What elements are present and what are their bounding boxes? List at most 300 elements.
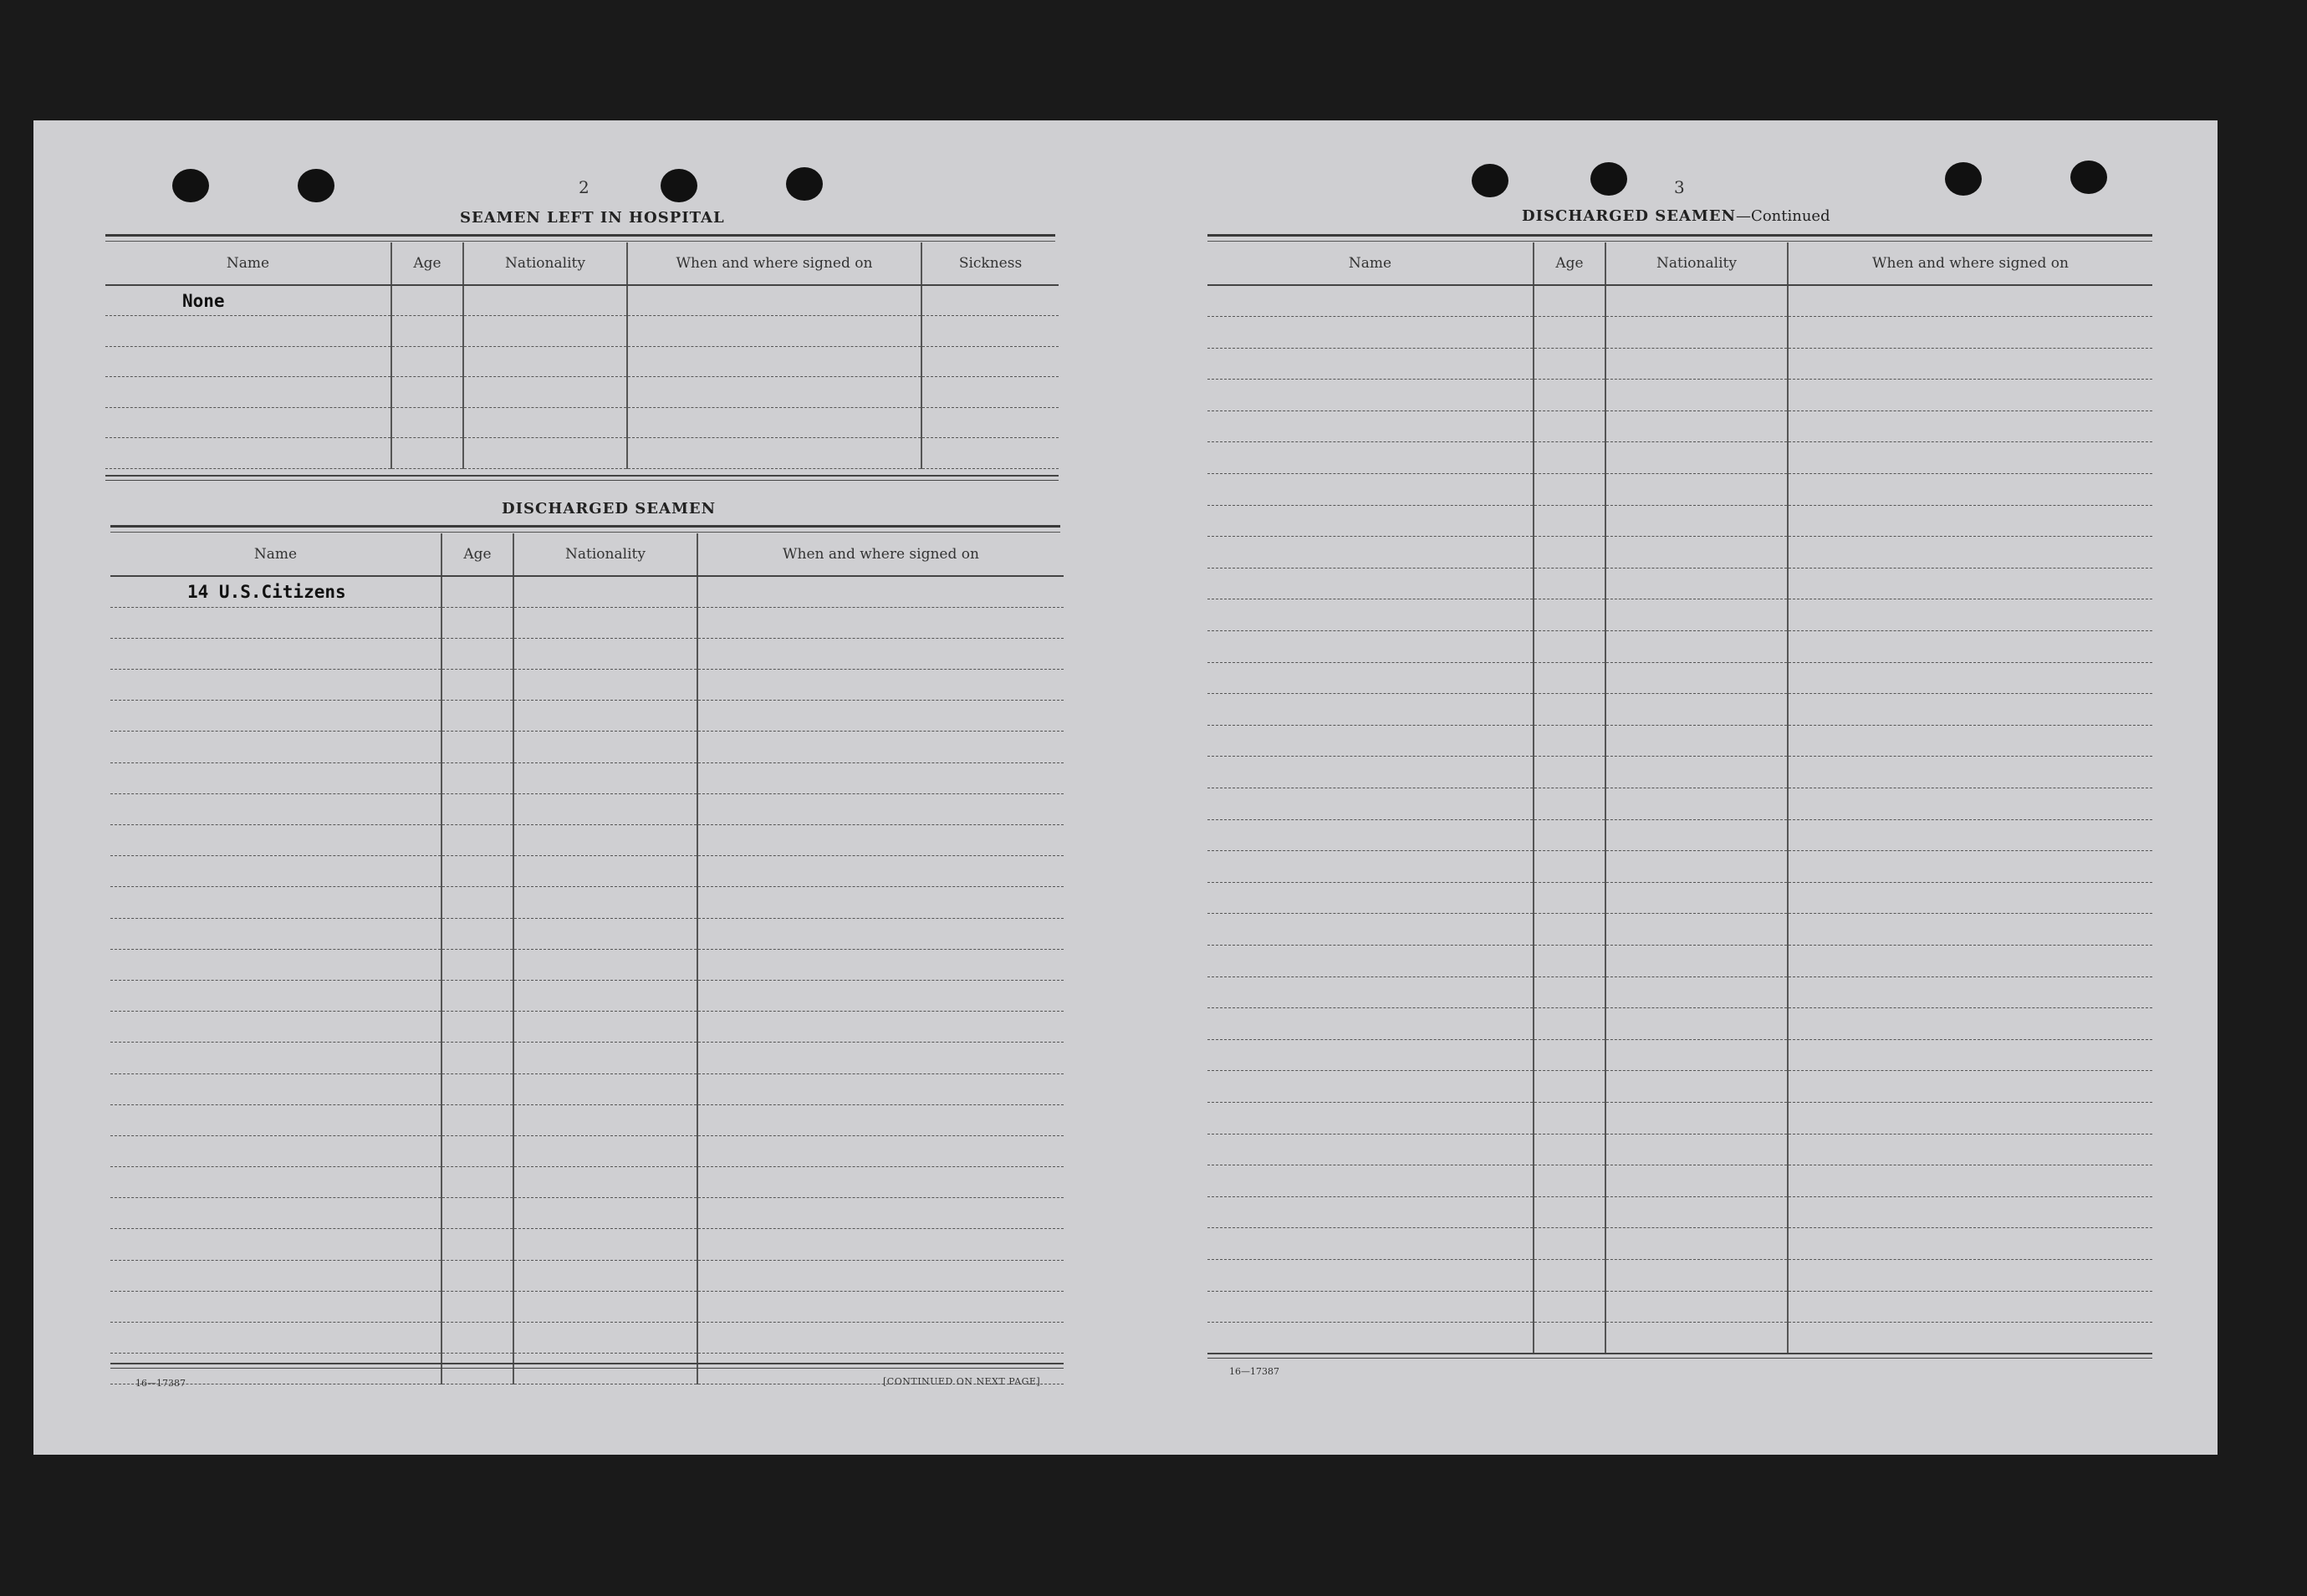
- table-row: [1207, 1259, 2152, 1291]
- table-cell: [513, 638, 697, 669]
- discharged-continued-title: [1522, 207, 1830, 225]
- table-cell: [1207, 1165, 1534, 1197]
- table-cell: [1605, 1039, 1788, 1071]
- table-cell: [1534, 914, 1605, 946]
- table-row: [1207, 285, 2152, 317]
- table-cell: [513, 980, 697, 1011]
- table-cell: [697, 1198, 1064, 1229]
- table-cell: [697, 638, 1064, 669]
- table-cell: [1788, 1008, 2152, 1040]
- hospital-header-row: [105, 242, 1059, 285]
- table-cell: [1605, 348, 1788, 380]
- table-row: [1207, 410, 2152, 442]
- table-cell: [1788, 348, 2152, 380]
- discharged-section-title: DISCHARGED SEAMEN: [502, 500, 717, 518]
- table-cell: [1788, 945, 2152, 976]
- table-cell: [1207, 662, 1534, 694]
- table-cell: [513, 732, 697, 762]
- table-cell: [1534, 348, 1605, 380]
- table-cell: [105, 377, 391, 408]
- table-cell: [1207, 442, 1534, 474]
- table-row: [1207, 442, 2152, 474]
- table-cell: [110, 793, 441, 824]
- table-cell: [1207, 1323, 1534, 1354]
- table-cell: [110, 825, 441, 856]
- table-row: [110, 918, 1064, 949]
- table-cell: [1788, 1196, 2152, 1228]
- table-cell: [697, 856, 1064, 887]
- table-row: [110, 1167, 1064, 1198]
- table-cell: [697, 701, 1064, 732]
- table-cell: [110, 1135, 441, 1166]
- table-cell: [1534, 1008, 1605, 1040]
- table-cell: [1788, 442, 2152, 474]
- table-cell: [1534, 694, 1605, 726]
- table-cell: [1534, 599, 1605, 631]
- col-header-name: Name: [1207, 242, 1534, 285]
- table-cell: [513, 1323, 697, 1354]
- table-row: [110, 701, 1064, 732]
- table-cell: [513, 887, 697, 918]
- table-cell: [441, 1198, 513, 1229]
- table-cell: [441, 762, 513, 793]
- table-cell: [1207, 851, 1534, 883]
- table-cell: [627, 316, 921, 347]
- table-cell: [1605, 945, 1788, 976]
- table-row: [105, 407, 1059, 438]
- table-cell: [1788, 1228, 2152, 1260]
- table-cell: [1788, 285, 2152, 317]
- table-cell: [1207, 976, 1534, 1008]
- table-row: [105, 438, 1059, 469]
- table-cell: [1605, 725, 1788, 757]
- table-cell: [1534, 788, 1605, 820]
- table-cell: [105, 438, 391, 469]
- table-cell: [1534, 945, 1605, 976]
- table-cell: [441, 1135, 513, 1166]
- table-cell: [1788, 914, 2152, 946]
- discharged-table: [110, 533, 1064, 1384]
- table-cell: [110, 1012, 441, 1043]
- title-rule: [1207, 234, 2152, 242]
- table-cell: [441, 887, 513, 918]
- table-bottom-rule: [105, 475, 1059, 481]
- table-cell: [697, 732, 1064, 762]
- table-cell: [441, 1260, 513, 1291]
- table-row: [1207, 662, 2152, 694]
- table-cell: None: [105, 285, 391, 316]
- table-cell: [441, 1354, 513, 1384]
- table-cell: [1788, 725, 2152, 757]
- col-header-age: Age: [1534, 242, 1605, 285]
- table-cell: [1207, 317, 1534, 349]
- table-cell: [1534, 1071, 1605, 1103]
- table-cell: [391, 316, 463, 347]
- table-row: [110, 1260, 1064, 1291]
- table-cell: [441, 701, 513, 732]
- table-row: [1207, 599, 2152, 631]
- col-header-name: Name: [110, 533, 441, 576]
- table-cell: [441, 856, 513, 887]
- table-cell: [513, 825, 697, 856]
- table-cell: [1788, 1291, 2152, 1323]
- table-cell: [1207, 631, 1534, 663]
- table-cell: [513, 918, 697, 949]
- table-cell: [513, 1198, 697, 1229]
- table-cell: [1788, 851, 2152, 883]
- table-row: [110, 670, 1064, 701]
- table-cell: [1534, 1323, 1605, 1354]
- table-cell: [1605, 1134, 1788, 1165]
- table-row: [1207, 757, 2152, 788]
- table-cell: [513, 670, 697, 701]
- table-cell: [1534, 851, 1605, 883]
- table-cell: [1788, 599, 2152, 631]
- table-cell: [697, 1260, 1064, 1291]
- hospital-section-title: SEAMEN LEFT IN HOSPITAL: [460, 209, 725, 227]
- table-cell: [1788, 1165, 2152, 1197]
- table-cell: [1605, 1259, 1788, 1291]
- table-cell: [1788, 788, 2152, 820]
- table-cell: [513, 1135, 697, 1166]
- table-cell: [1534, 1102, 1605, 1134]
- table-cell: [110, 856, 441, 887]
- table-cell: [1605, 694, 1788, 726]
- col-header-nationality: Nationality: [513, 533, 697, 576]
- table-cell: [1207, 757, 1534, 788]
- table-cell: [441, 670, 513, 701]
- table-cell: [1605, 1071, 1788, 1103]
- table-cell: [627, 285, 921, 316]
- table-cell: [1605, 631, 1788, 663]
- table-cell: [1605, 380, 1788, 411]
- table-cell: [697, 1291, 1064, 1322]
- table-row: [110, 793, 1064, 824]
- table-row: [110, 638, 1064, 669]
- table-cell: [1207, 1134, 1534, 1165]
- table-row: [1207, 1228, 2152, 1260]
- table-cell: [1605, 1323, 1788, 1354]
- table-cell: [1534, 1196, 1605, 1228]
- table-row: [1207, 537, 2152, 569]
- table-cell: [391, 346, 463, 377]
- table-cell: [1534, 474, 1605, 506]
- table-cell: [1788, 1134, 2152, 1165]
- table-cell: [1207, 348, 1534, 380]
- punch-hole: [661, 169, 697, 202]
- punch-hole: [1945, 162, 1982, 196]
- table-cell: [697, 1323, 1064, 1354]
- table-cell: [1207, 285, 1534, 317]
- table-cell: [1788, 537, 2152, 569]
- table-row: [105, 377, 1059, 408]
- col-header-age: Age: [441, 533, 513, 576]
- table-cell: [441, 1167, 513, 1198]
- table-row: [110, 1323, 1064, 1354]
- table-cell: [1605, 1291, 1788, 1323]
- table-cell: 14 U.S.Citizens: [110, 576, 441, 607]
- table-cell: [697, 607, 1064, 638]
- table-cell: [1788, 976, 2152, 1008]
- table-cell: [627, 377, 921, 408]
- table-cell: [110, 887, 441, 918]
- table-cell: [1207, 945, 1534, 976]
- table-row: [1207, 1134, 2152, 1165]
- col-header-name: Name: [105, 242, 391, 285]
- title-suffix: —Continued: [1736, 207, 1830, 225]
- table-cell: [1605, 788, 1788, 820]
- table-cell: [1207, 1039, 1534, 1071]
- table-cell: [1788, 662, 2152, 694]
- col-header-signed-on: When and where signed on: [627, 242, 921, 285]
- col-header-nationality: Nationality: [1605, 242, 1788, 285]
- table-cell: [463, 346, 627, 377]
- table-row: [1207, 474, 2152, 506]
- table-cell: [697, 1043, 1064, 1073]
- table-cell: [1788, 819, 2152, 851]
- col-header-age: Age: [391, 242, 463, 285]
- table-row: [1207, 819, 2152, 851]
- table-row: [1207, 1039, 2152, 1071]
- table-cell: [1605, 1102, 1788, 1134]
- punch-hole: [2070, 161, 2107, 194]
- table-cell: [513, 701, 697, 732]
- table-row: [1207, 1165, 2152, 1197]
- table-cell: [1207, 474, 1534, 506]
- punch-hole: [786, 167, 823, 201]
- table-row: [110, 949, 1064, 980]
- table-cell: [513, 1291, 697, 1322]
- table-row: [110, 762, 1064, 793]
- table-row: [1207, 788, 2152, 820]
- table-cell: [697, 793, 1064, 824]
- table-cell: [1788, 694, 2152, 726]
- table-row: [110, 607, 1064, 638]
- table-cell: [1605, 976, 1788, 1008]
- table-cell: [1207, 914, 1534, 946]
- table-cell: [1788, 380, 2152, 411]
- table-cell: [441, 607, 513, 638]
- table-cell: [1207, 1008, 1534, 1040]
- table-row: [110, 887, 1064, 918]
- table-cell: [1534, 410, 1605, 442]
- table-cell: [441, 1073, 513, 1104]
- table-cell: [1605, 599, 1788, 631]
- table-row: [1207, 631, 2152, 663]
- table-cell: [1605, 882, 1788, 914]
- table-cell: [1605, 1196, 1788, 1228]
- table-cell: [441, 1229, 513, 1260]
- table-cell: [441, 1043, 513, 1073]
- table-cell: [1534, 285, 1605, 317]
- table-cell: [1788, 1039, 2152, 1071]
- form-sheet: [33, 120, 2218, 1455]
- table-cell: [1605, 757, 1788, 788]
- table-cell: [697, 576, 1064, 607]
- table-cell: [697, 1012, 1064, 1043]
- col-header-signed-on: When and where signed on: [1788, 242, 2152, 285]
- table-bottom-rule: [1207, 1353, 2152, 1359]
- table-cell: [1788, 505, 2152, 537]
- table-cell: [1605, 410, 1788, 442]
- table-row: [110, 576, 1064, 607]
- table-cell: [1788, 631, 2152, 663]
- table-cell: [513, 576, 697, 607]
- table-cell: [441, 980, 513, 1011]
- table-cell: [1207, 1259, 1534, 1291]
- table-cell: [1207, 380, 1534, 411]
- table-cell: [1788, 1071, 2152, 1103]
- title-main: DISCHARGED SEAMEN: [1522, 207, 1737, 225]
- table-cell: [110, 1260, 441, 1291]
- table-cell: [1788, 1323, 2152, 1354]
- discharged-header-row: [110, 533, 1064, 576]
- table-row: [110, 825, 1064, 856]
- table-row: [1207, 348, 2152, 380]
- table-row: [1207, 1008, 2152, 1040]
- table-cell: [1788, 568, 2152, 599]
- table-cell: [441, 576, 513, 607]
- table-cell: [441, 1012, 513, 1043]
- table-row: [1207, 568, 2152, 599]
- table-cell: [1605, 537, 1788, 569]
- table-cell: [1207, 1071, 1534, 1103]
- table-cell: [1534, 442, 1605, 474]
- table-cell: [1207, 1291, 1534, 1323]
- table-cell: [697, 670, 1064, 701]
- col-header-sickness: Sickness: [921, 242, 1059, 285]
- table-row: [1207, 945, 2152, 976]
- table-cell: [627, 438, 921, 469]
- table-cell: [627, 407, 921, 438]
- table-cell: [513, 1012, 697, 1043]
- table-cell: [110, 918, 441, 949]
- table-row: [1207, 694, 2152, 726]
- table-cell: [513, 1260, 697, 1291]
- table-cell: [1534, 568, 1605, 599]
- table-cell: [513, 1104, 697, 1135]
- table-cell: [1207, 410, 1534, 442]
- table-cell: [1605, 914, 1788, 946]
- table-cell: [697, 1167, 1064, 1198]
- punch-hole: [298, 169, 334, 202]
- table-cell: [513, 793, 697, 824]
- table-cell: [110, 607, 441, 638]
- table-row: [110, 1229, 1064, 1260]
- table-cell: [1788, 1259, 2152, 1291]
- table-cell: [463, 285, 627, 316]
- table-cell: [105, 407, 391, 438]
- table-cell: [1788, 317, 2152, 349]
- table-cell: [513, 1354, 697, 1384]
- table-cell: [513, 1043, 697, 1073]
- table-row: [110, 1012, 1064, 1043]
- table-cell: [110, 1229, 441, 1260]
- table-cell: [1788, 410, 2152, 442]
- table-row: [1207, 1102, 2152, 1134]
- table-cell: [921, 407, 1059, 438]
- continued-note: [CONTINUED ON NEXT PAGE]: [883, 1376, 1041, 1387]
- table-cell: [463, 316, 627, 347]
- table-cell: [1534, 662, 1605, 694]
- table-cell: [1788, 757, 2152, 788]
- punch-hole: [172, 169, 209, 202]
- table-cell: [1534, 757, 1605, 788]
- table-row: [110, 856, 1064, 887]
- table-cell: [1534, 819, 1605, 851]
- table-cell: [110, 732, 441, 762]
- table-row: [1207, 882, 2152, 914]
- table-row: [105, 346, 1059, 377]
- table-cell: [463, 377, 627, 408]
- table-row: [1207, 1291, 2152, 1323]
- table-cell: [441, 793, 513, 824]
- table-row: [1207, 1196, 2152, 1228]
- punch-hole: [1590, 162, 1627, 196]
- table-cell: [1534, 1165, 1605, 1197]
- table-cell: [513, 1167, 697, 1198]
- table-row: [1207, 725, 2152, 757]
- table-cell: [110, 949, 441, 980]
- table-cell: [1605, 1165, 1788, 1197]
- table-cell: [463, 407, 627, 438]
- table-cell: [513, 762, 697, 793]
- table-cell: [1534, 976, 1605, 1008]
- table-row: [1207, 505, 2152, 537]
- table-cell: [1605, 505, 1788, 537]
- table-cell: [441, 1291, 513, 1322]
- table-cell: [1605, 317, 1788, 349]
- table-cell: [110, 1291, 441, 1322]
- table-row: [110, 1043, 1064, 1073]
- table-cell: [697, 825, 1064, 856]
- table-cell: [1534, 1134, 1605, 1165]
- hospital-table: [105, 242, 1059, 469]
- table-cell: [1207, 1196, 1534, 1228]
- table-cell: [697, 1104, 1064, 1135]
- col-header-nationality: Nationality: [463, 242, 627, 285]
- table-row: [110, 1073, 1064, 1104]
- table-cell: [1207, 725, 1534, 757]
- table-cell: [391, 285, 463, 316]
- page-number: 2: [579, 177, 590, 197]
- title-rule: [110, 525, 1060, 533]
- table-row: [1207, 317, 2152, 349]
- table-cell: [1788, 474, 2152, 506]
- table-cell: [697, 949, 1064, 980]
- table-cell: [463, 438, 627, 469]
- table-cell: [1207, 505, 1534, 537]
- table-bottom-rule: [110, 1363, 1064, 1369]
- table-row: [1207, 380, 2152, 411]
- table-cell: [1605, 568, 1788, 599]
- table-cell: [1534, 882, 1605, 914]
- table-cell: [391, 438, 463, 469]
- table-cell: [513, 949, 697, 980]
- table-cell: [1534, 1291, 1605, 1323]
- table-cell: [441, 1323, 513, 1354]
- table-cell: [441, 1104, 513, 1135]
- table-cell: [1534, 1259, 1605, 1291]
- table-cell: [110, 1073, 441, 1104]
- table-cell: [441, 732, 513, 762]
- table-cell: [627, 346, 921, 377]
- table-row: [110, 1135, 1064, 1166]
- table-cell: [1207, 1102, 1534, 1134]
- table-cell: [1207, 694, 1534, 726]
- page-number: 3: [1674, 177, 1685, 197]
- table-cell: [921, 316, 1059, 347]
